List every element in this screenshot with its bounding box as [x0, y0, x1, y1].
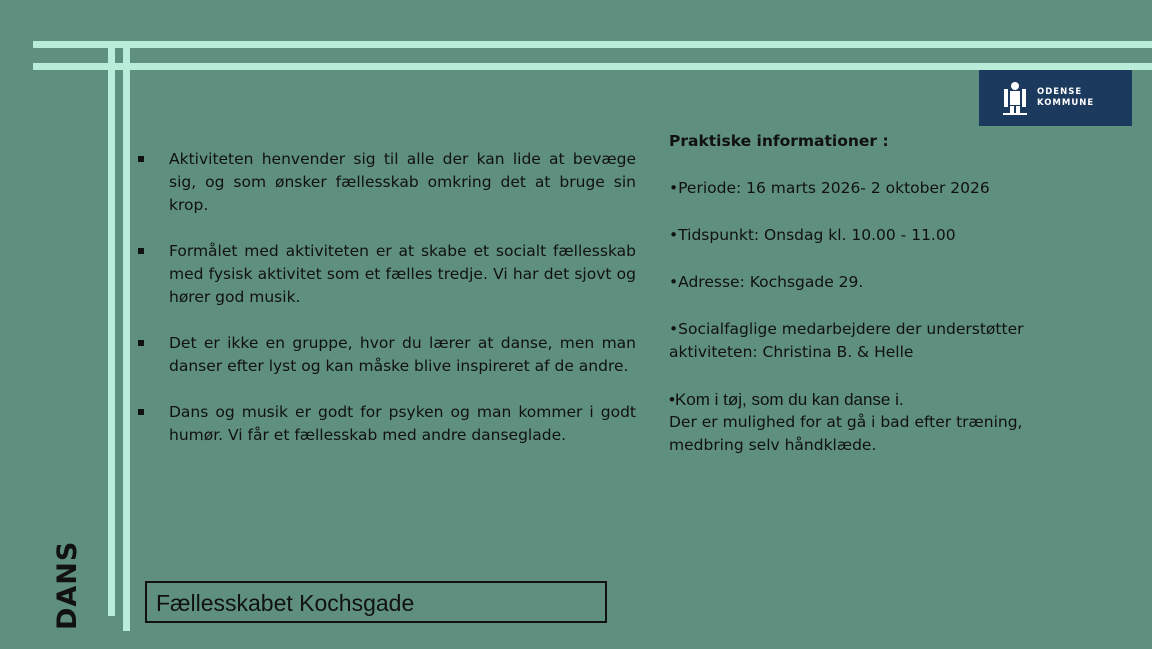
info-periode: •Periode: 16 marts 2026- 2 oktober 2026	[669, 179, 990, 197]
practical-info	[669, 130, 1069, 457]
coat-of-arms-icon	[1001, 80, 1029, 116]
info-toj: •Kom i tøj, som du kan danse i.	[669, 390, 904, 409]
footer-title: Fællesskabet Kochsgade	[145, 581, 607, 623]
logo-line-2: KOMMUNE	[1037, 98, 1095, 108]
square-bullet-icon	[138, 409, 144, 415]
logo-line-1: ODENSE	[1037, 87, 1083, 97]
list-item	[138, 148, 636, 217]
info-adresse: •Adresse: Kochsgade 29.	[669, 273, 864, 291]
vertical-line-1	[108, 41, 115, 616]
list-item-text: Det er ikke en gruppe, hvor du lærer at danse, men man danser efter lyst og kan måske blive inspireret af de andre.	[169, 334, 636, 375]
list-item	[138, 332, 636, 378]
list-item	[138, 401, 636, 447]
info-bad: Der er mulighed for at gå i bad efter træning, medbring selv håndklæde.	[669, 413, 1023, 454]
list-item-text: Aktiviteten henvender sig til alle der kan lide at bevæge sig, og som ønsker fællesskab omkring det at bruge sin krop.	[169, 150, 636, 214]
top-line-1	[33, 41, 1152, 48]
vertical-line-2	[123, 41, 130, 631]
info-tidspunkt: •Tidspunkt: Onsdag kl. 10.00 - 11.00	[669, 226, 956, 244]
side-title: DANS	[52, 540, 83, 630]
info-medarbejdere: •Socialfaglige medarbejdere der understøtter aktiviteten: Christina B. & Helle	[669, 320, 1024, 361]
list-item	[138, 240, 636, 309]
info-heading: Praktiske informationer :	[669, 132, 889, 150]
square-bullet-icon	[138, 156, 144, 162]
odense-kommune-logo	[979, 70, 1132, 126]
top-line-2	[33, 63, 1152, 70]
list-item-text: Formålet med aktiviteten er at skabe et socialt fællesskab med fysisk aktivitet som et fælles tredje. Vi har det sjovt og hører god musik.	[169, 242, 636, 306]
square-bullet-icon	[138, 340, 144, 346]
list-item-text: Dans og musik er godt for psyken og man kommer i godt humør. Vi får et fællesskab med andre danseglade.	[169, 403, 636, 444]
description-list	[138, 148, 636, 470]
square-bullet-icon	[138, 248, 144, 254]
logo-text	[1037, 87, 1094, 109]
